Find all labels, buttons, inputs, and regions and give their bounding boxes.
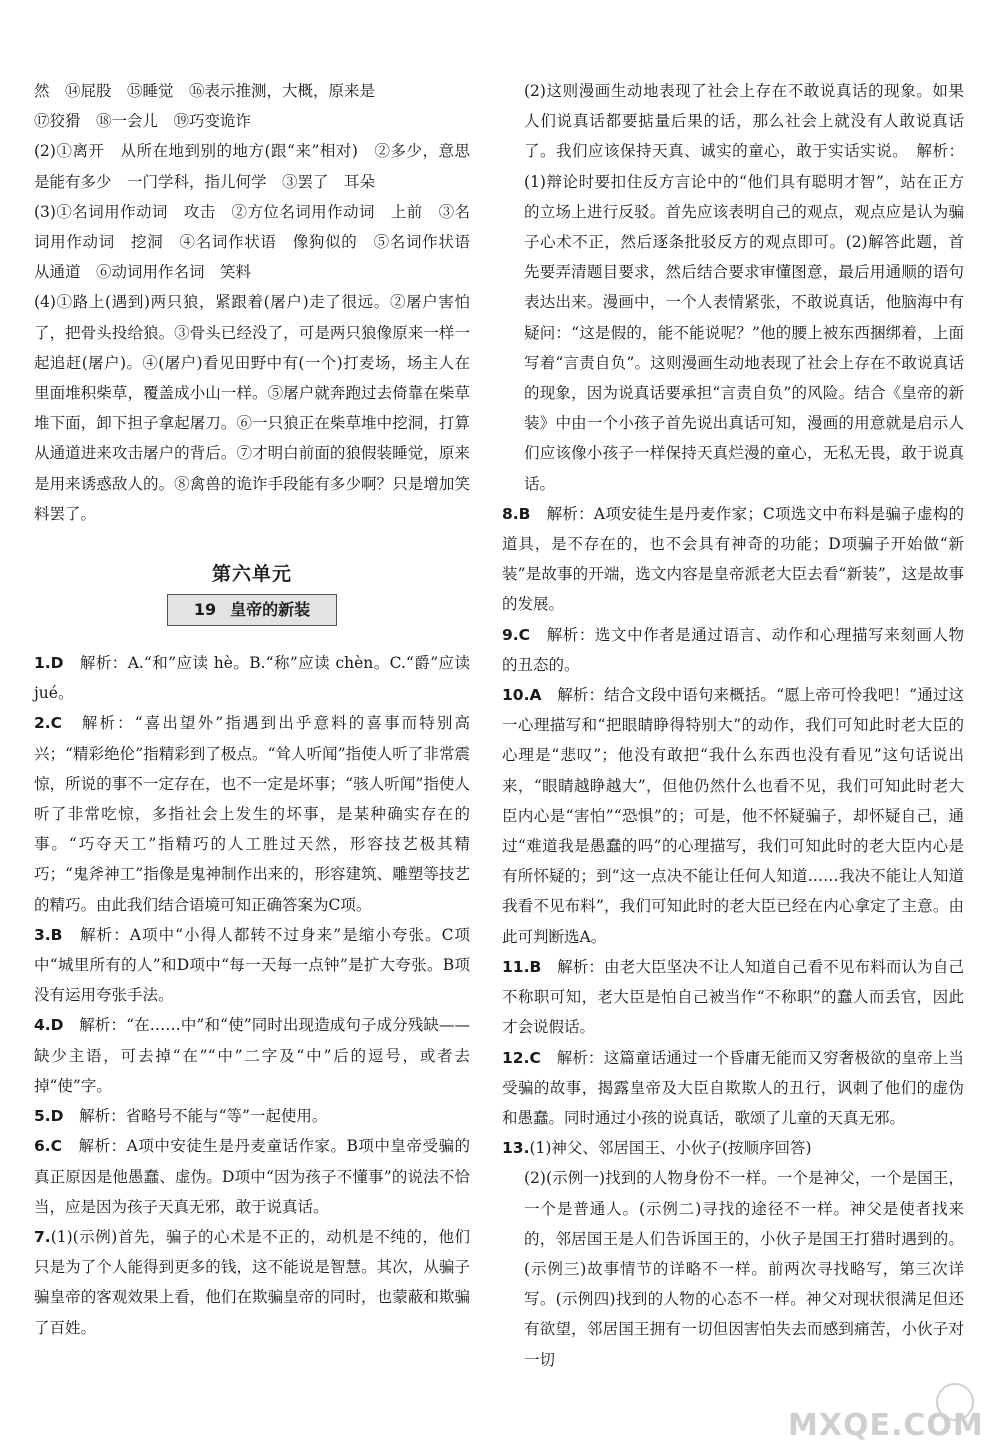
answer-continuation-2: ⑰狡猾 ⑱一会儿 ⑲巧变诡诈	[34, 112, 252, 131]
answer-part-2: (2)①离开 从所在地到别的地方(跟“来”相对) ②多少，意思是能有多少 一门学科，指儿何学 ③罢了 耳朵	[34, 142, 470, 191]
unit-title: 第六单元	[211, 563, 292, 586]
answer-item: 6.C 解析：A项中安徒生是丹麦童话作家。B项中皇帝受骗的真正原因是他愚蠢、虚伪。D项中“因为孩子不懂事”的说法不恰当，应是因为孩子天真无邪，敢于说真话。	[34, 1137, 470, 1216]
answer-item: 10.A 解析：结合文段中语句来概括。“愿上帝可怜我吧！”通过这一心理描写和“把眼睛睁得特别大”的动作，我们可知此时老大臣的心理是“悲叹”；他没有敢把“我什么东西也没有看见”这句话说出来，“眼睛越睁越大”，但他仍然什么也看不见，我们可知此时老大臣内心是“害怕”“恐惧”的；可是，他不怀疑骗子，却怀疑自己，通过“难道我是愚蠢的吗”的心理描写，我们可知此时的老大臣内心是有所怀疑的；到“这一点决不能让任何人知道……我决不能让人知道我看不见布料”，我们可知此时的老大臣已经在内心拿定了主意。由此可判断选A。	[502, 686, 964, 946]
answer-item: 1.D 解析：A.“和”应读 hè。B.“称”应读 chèn。C.“爵”应读 jué。	[34, 654, 470, 703]
answer-13-part-2: (2)(示例一)找到的人物身份不一样。一个是神父，一个是国王，一个是普通人。(示例二)寻找的途径不一样。神父是使者找来的，邻居国王是人们告诉国王的，小伙子是国王打猎时遇到的。(示例三)故事情节的详略不一样。前两次寻找略写，第三次详写。(示例四)找到的人物的心态不一样。神父对现状很满足但还有欲望，邻居国王拥有一切但因害怕失去而感到痛苦，小伙子对一切	[524, 1169, 964, 1369]
answer-item: 8.B 解析：A项安徒生是丹麦作家；C项选文中布料是骗子虚构的道具，是不存在的，也不会具有神奇的功能；D项骗子开始做“新装”是故事的开端，选文内容是皇帝派老大臣去看“新装”，这是故事的发展。	[502, 504, 964, 614]
answer-item: 3.B 解析：A项中“小得人都转不过身来”是缩小夸张。C项中“城里所有的人”和D项中“每一天每一点钟”是扩大夸张。B项没有运用夸张手法。	[34, 925, 470, 1005]
lesson-number: 19	[193, 600, 217, 620]
answer-item: 4.D 解析：“在……中”和“使”同时出现造成句子成分残缺——缺少主语，可去掉“在”“中”二字及“中”后的逗号，或者去掉“使”字。	[34, 1016, 470, 1095]
answer-part-4: (4)①路上(遇到)两只狼，紧跟着(屠户)走了很远。②屠户害怕了，把骨头投给狼。③骨头已经没了，可是两只狼像原来一样一起追赶(屠户)。④(屠户)看见田野中有(一个)打麦场，场主人在里面堆积柴草，覆盖成小山一样。⑤屠户就奔跑过去倚靠在柴草堆下面，卸下担子拿起屠刀。⑥一只狼正在柴草堆中挖洞，打算从通道进来攻击屠户的背后。⑦才明白前面的狼假装睡觉，原来是用来诱惑敌人的。⑧禽兽的诡诈手段能有多少啊？只是增加笑料罢了。	[34, 293, 470, 523]
answer-item: 2.C 解析：“喜出望外”指遇到出乎意料的喜事而特别高兴；“精彩绝伦”指精彩到了极点。“耸人听闻”指使人听了非常震惊，所说的事不一定存在，也不一定是坏事；“骇人听闻”指使人听了非常吃惊，多指社会上发生的坏事，是某种确实存在的事。“巧夺天工”指精巧的人工胜过天然，形容技艺极其精巧；“鬼斧神工”指像是鬼神制作出来的，形容建筑、雕塑等技艺的精巧。由此我们结合语境可知正确答案为C项。	[34, 714, 470, 914]
answer-continuation-1: 然 ⑭屁股 ⑮睡觉 ⑯表示推测，大概，原来是	[34, 82, 376, 100]
left-column	[34, 76, 486, 1343]
answer-item: 5.D 解析：省略号不能与“等”一起使用。	[34, 1107, 328, 1126]
answer-item: 9.C 解析：选文中作者是通过语言、动作和心理描写来刻画人物的丑态的。	[502, 625, 964, 674]
watermark-text: MXQE.COM	[788, 1408, 984, 1443]
lesson-title: 皇帝的新装	[230, 600, 311, 620]
answer-item: 13.(1)神父、邻居国王、小伙子(按顺序回答)	[502, 1139, 812, 1158]
right-column	[502, 76, 964, 1375]
answer-item: 11.B 解析：由老大臣坚决不让人知道自己看不见布料而认为自己不称职可知，老大臣是怕自己被当作“不称职”的蠢人而丢官，因此才会说假话。	[502, 957, 964, 1037]
answer-item: 7.(1)(示例)首先，骗子的心术是不正的，动机是不纯的，他们只是为了个人能得到更多的钱，这不能说是智慧。其次，从骗子骗皇帝的客观效果上看，他们在欺骗皇帝的同时，也蒙蔽和欺骗了百姓。	[34, 1227, 470, 1337]
answer-part-3: (3)①名词用作动词 攻击 ②方位名词用作动词 上前 ③名词用作动词 挖洞 ④名词作状语 像狗似的 ⑤名词作状语 从通道 ⑥动词用作名词 笑料	[34, 202, 486, 282]
answer-item: 12.C 解析：这篇童话通过一个昏庸无能而又穷奢极欲的皇帝上当受骗的故事，揭露皇帝及大臣自欺欺人的丑行，讽刺了他们的虚伪和愚蠢。同时通过小孩的说真话，歌颂了儿童的天真无邪。	[502, 1048, 964, 1127]
site-watermark	[788, 1383, 984, 1443]
lesson-heading	[167, 594, 337, 626]
answer-7-part-2: (2)这则漫画生动地表现了社会上存在不敢说真话的现象。如果人们说真话都要掂量后果的话，那么社会上就没有人敢说真话了。我们应该保持天真、诚实的童心，敢于实话实说。 解析：(1)辩论时要扣住反方言论中的“他们具有聪明才智”，站在正方的立场上进行反驳。首先应该表明自己的观点，观点应是认为骗子心术不正，然后逐条批驳反方的观点即可。(2)解答此题，首先要弄清题目要求，然后结合要求审懂图意，最后用通顺的语句表达出来。漫画中，一个人表情紧张，不敢说真话，他脑海中有疑问：“这是假的，能不能说呢？”他的腰上被东西捆绑着，上面写着“言责自负”。这则漫画生动地表现了社会上存在不敢说真话的现象，因为说真话要承担“言责自负”的风险。结合《皇帝的新装》中由一个小孩子首先说出真话可知，漫画的用意就是启示人们应该像小孩子一样保持天真烂漫的童心，无私无畏，敢于说真话。	[524, 82, 964, 493]
